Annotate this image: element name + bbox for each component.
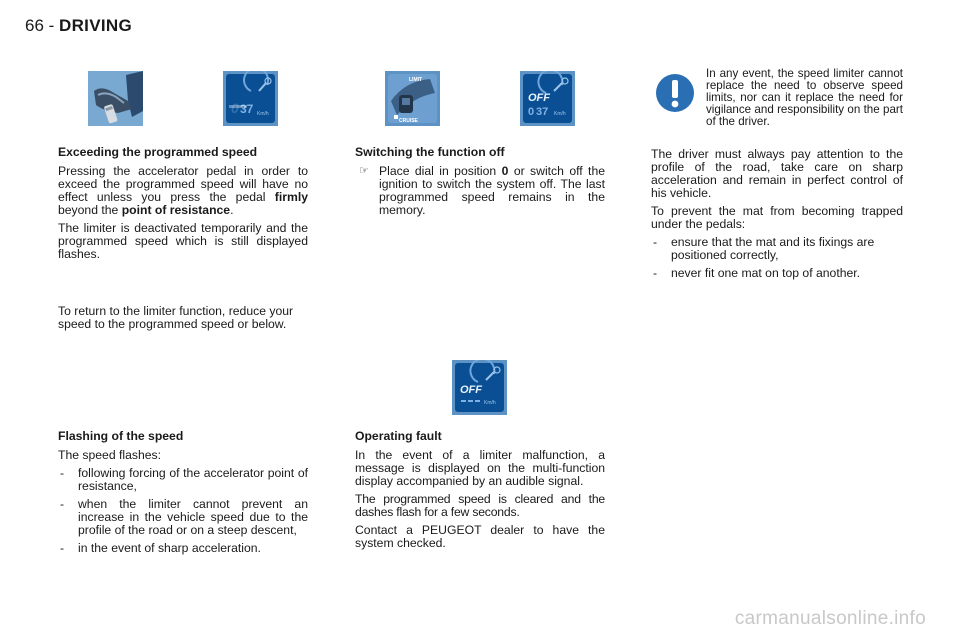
text-run: . xyxy=(230,203,234,217)
pointing-hand-icon: ☞ xyxy=(359,165,369,177)
text-run: or switch off the ignition to switch the system off. The last programmed speed remains in the memory. xyxy=(379,164,606,217)
warning-icon xyxy=(655,73,695,118)
text-run: Pressing the accelerator pedal in order to exceed the programmed speed will have no effect unless you press the pedal xyxy=(58,164,308,204)
list-dash: - xyxy=(60,541,65,555)
operating-fault-paragraph-1: In the event of a limiter malfunction, a message is displayed on the multi-function display accompanied by an audible signal. xyxy=(355,448,605,488)
svg-text:37: 37 xyxy=(240,102,254,116)
operating-fault-heading: Operating fault xyxy=(355,429,442,443)
exceeding-speed-heading: Exceeding the programmed speed xyxy=(58,145,258,159)
switching-off-section xyxy=(355,146,605,222)
list-item xyxy=(651,267,903,280)
list-item xyxy=(58,467,308,493)
list-item-text: when the limiter cannot prevent an increase in the vehicle speed due to the profile of the road or on a steep descent, xyxy=(78,497,308,537)
list-item-text: never fit one mat on top of another. xyxy=(671,266,861,280)
speed-display-flashing xyxy=(223,71,278,126)
pedal-illustration xyxy=(88,71,143,126)
switching-off-instruction xyxy=(379,165,605,217)
driver-attention-paragraph: The driver must always pay attention to the profile of the road, take care on sharp acceleration and remain in perfect control of his vehicle. xyxy=(651,147,903,200)
emphasis-point-of-resistance: point of resistance xyxy=(121,203,231,217)
display-off-label: OFF xyxy=(528,92,550,104)
switching-off-heading: Switching the function off xyxy=(355,145,505,159)
flashing-speed-section xyxy=(58,430,308,560)
display-off-label: OFF xyxy=(460,384,482,396)
warning-text: In any event, the speed limiter cannot replace the need to observe speed limits, nor can it replace the need for vigilance and responsibility on the part of the driver. xyxy=(706,67,903,128)
list-dash: - xyxy=(653,266,658,280)
list-dash: - xyxy=(60,497,65,511)
list-item-text: ensure that the mat and its fixings are positioned correctly, xyxy=(671,235,875,262)
list-item xyxy=(651,236,903,262)
text-run: Place dial in position xyxy=(379,164,497,178)
exceeding-speed-paragraph xyxy=(58,165,308,217)
limit-label: LIMIT xyxy=(409,77,423,83)
floor-mat-paragraph: To prevent the mat from becoming trapped under the pedals: xyxy=(651,204,903,231)
list-item xyxy=(58,498,308,537)
watermark: carmanualsonline.info xyxy=(734,608,926,629)
svg-text:0: 0 xyxy=(231,100,239,116)
list-item-text: following forcing of the accelerator point of resistance, xyxy=(78,466,308,493)
speed-display-off-dashes xyxy=(452,360,507,415)
emphasis-position-zero: 0 xyxy=(501,164,509,178)
exceeding-speed-section xyxy=(58,146,308,266)
operating-fault-section xyxy=(355,430,605,555)
svg-text:37: 37 xyxy=(536,106,549,118)
list-item-text: in the event of sharp acceleration. xyxy=(78,541,261,555)
driver-attention-section xyxy=(651,148,903,285)
page-number: 66 - xyxy=(25,16,55,35)
list-item xyxy=(58,542,308,555)
display-unit-label: Km/h xyxy=(554,111,566,117)
display-unit-label: Km/h xyxy=(484,400,496,406)
flashing-speed-heading: Flashing of the speed xyxy=(58,429,184,443)
flashing-speed-intro: The speed flashes: xyxy=(58,448,161,462)
return-limiter-section xyxy=(58,305,308,336)
return-limiter-paragraph: To return to the limiter function, reduce your speed to the programmed speed or below. xyxy=(58,304,294,331)
cruise-label: CRUISE xyxy=(399,118,418,124)
svg-text:0: 0 xyxy=(528,106,535,118)
speed-display-off xyxy=(520,71,575,126)
list-dash: - xyxy=(60,466,65,480)
display-unit-label: Km/h xyxy=(257,111,269,117)
list-dash: - xyxy=(653,235,658,249)
warning-note xyxy=(706,68,903,133)
list-item xyxy=(355,165,605,217)
limit-cruise-dial-illustration xyxy=(385,71,440,126)
page-title: DRIVING xyxy=(59,16,132,35)
operating-fault-paragraph-2: The programmed speed is cleared and the dashes flash for a few seconds. xyxy=(355,492,605,519)
text-run: beyond the xyxy=(58,203,119,217)
emphasis-firmly: firmly xyxy=(274,190,308,204)
page-header xyxy=(25,16,132,36)
operating-fault-paragraph-3: Contact a PEUGEOT dealer to have the system checked. xyxy=(355,523,605,550)
limiter-deactivated-paragraph: The limiter is deactivated temporarily and the programmed speed which is still displayed flashes. xyxy=(58,221,308,261)
